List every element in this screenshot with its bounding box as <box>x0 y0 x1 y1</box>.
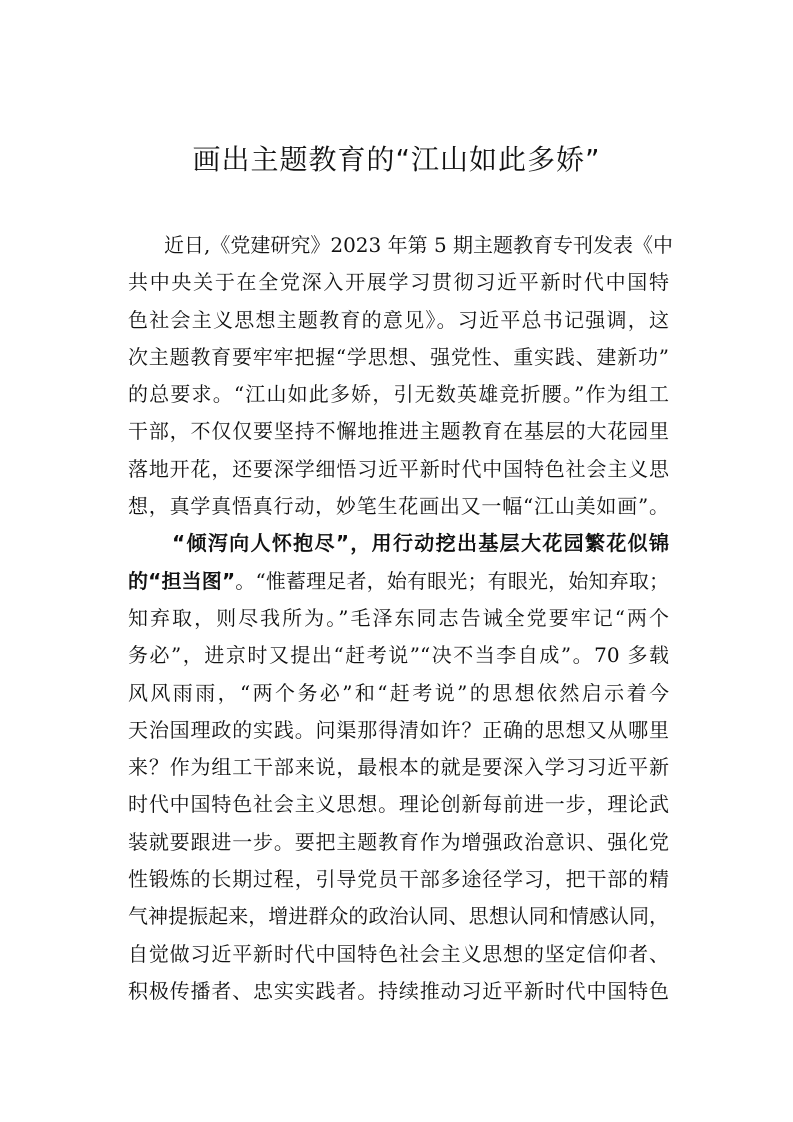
text-line: 想，真学真悟真行动，妙笔生花画出又一幅“江山美如画”。 <box>128 494 669 519</box>
text-line: 自觉做习近平新时代中国特色社会主义思想的坚定信仰者、 <box>128 941 669 966</box>
bold-heading-line: “倾泻向人怀抱尽”，用行动挖出基层大花园繁花似锦 <box>172 531 669 556</box>
text-segment: 。“惟蓄理足者，始有眼光；有眼光，始知弃取； <box>235 568 669 593</box>
text-line: 落地开花，还要深学细悟习近平新时代中国特色社会主义思 <box>128 456 669 481</box>
text-line: 共中央关于在全党深入开展学习贯彻习近平新时代中国特 <box>128 270 669 295</box>
paragraph-2 <box>128 525 669 1010</box>
text-line: 时代中国特色社会主义思想。理论创新每前进一步，理论武 <box>128 792 669 817</box>
text-line: 性锻炼的长期过程，引导党员干部多途径学习，把干部的精 <box>128 867 669 892</box>
text-line: 近日,《党建研究》2023 年第 5 期主题教育专刊发表《中 <box>164 233 674 257</box>
text-line: 装就要跟进一步。要把主题教育作为增强政治意识、强化党 <box>128 829 669 854</box>
text-line: 来？作为组工干部来说，最根本的就是要深入学习习近平新 <box>128 755 669 780</box>
text-line: 的总要求。“江山如此多娇，引无数英雄竞折腰。”作为组工 <box>128 382 669 407</box>
text-line: 气神提振起来，增进群众的政治认同、思想认同和情感认同， <box>128 904 669 929</box>
document-body <box>128 227 674 1010</box>
text-line <box>128 563 669 600</box>
text-line: 务必”，进京时又提出“赶考说”“决不当李自成”。70 多载 <box>128 643 669 668</box>
text-line: 知弃取，则尽我所为。”毛泽东同志告诫全党要牢记“两个 <box>128 605 669 630</box>
document-title: 画出主题教育的“江山如此多娇” <box>192 143 601 176</box>
text-line: 色社会主义思想主题教育的意见》。习近平总书记强调，这 <box>128 307 669 332</box>
text-line: 天治国理政的实践。问渠那得清如许？正确的思想又从哪里 <box>128 717 669 742</box>
text-line: 次主题教育要牢牢把握“学思想、强党性、重实践、建新功” <box>128 344 669 369</box>
text-line: 干部，不仅仅要坚持不懈地推进主题教育在基层的大花园里 <box>128 419 669 444</box>
text-line: 积极传播者、忠实实践者。持续推动习近平新时代中国特色 <box>128 978 669 1003</box>
text-line: 风风雨雨，“两个务必”和“赶考说”的思想依然启示着今 <box>128 680 669 705</box>
paragraph-1 <box>128 227 674 525</box>
bold-heading-end: 的“担当图” <box>128 568 236 593</box>
